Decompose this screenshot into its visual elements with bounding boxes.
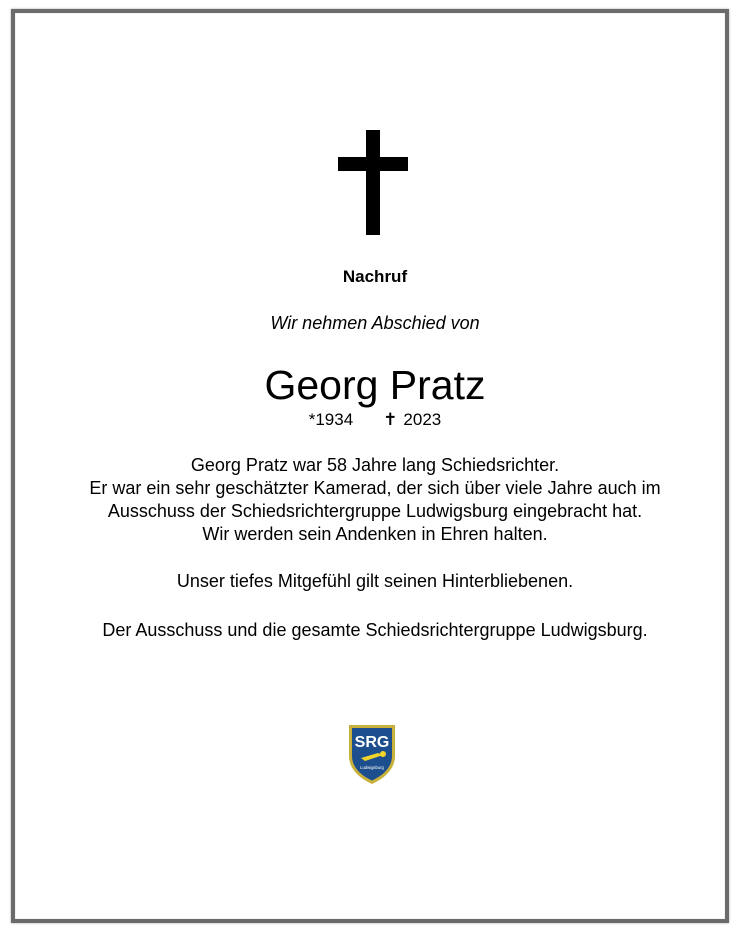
srg-logo bbox=[345, 722, 399, 786]
logo-text: SRG bbox=[354, 734, 390, 751]
birth-year: *1934 bbox=[308, 410, 354, 429]
paragraph-line: Wir werden sein Andenken in Ehren halten. bbox=[202, 524, 548, 544]
paragraph-line: Georg Pratz war 58 Jahre lang Schiedsrichter. bbox=[190, 455, 560, 475]
logo-subtext: Ludwigsburg bbox=[360, 765, 384, 770]
signature-text: Der Ausschuss und die gesamte Schiedsrichtergruppe Ludwigsburg. bbox=[102, 620, 648, 640]
paragraph-line: Ausschuss der Schiedsrichtergruppe Ludwigsburg eingebracht hat. bbox=[107, 501, 643, 521]
life-dates bbox=[0, 410, 750, 430]
paragraph-line: Er war ein sehr geschätzter Kamerad, der sich über viele Jahre auch im bbox=[89, 478, 661, 498]
deceased-name: Georg Pratz bbox=[264, 362, 486, 408]
condolence-text: Unser tiefes Mitgefühl gilt seinen Hinterbliebenen. bbox=[176, 571, 574, 591]
dagger-icon: ✝ bbox=[383, 410, 398, 429]
death-year: 2023 bbox=[403, 410, 442, 429]
farewell-intro: Wir nehmen Abschied von bbox=[270, 313, 480, 333]
notice-heading: Nachruf bbox=[342, 267, 408, 286]
